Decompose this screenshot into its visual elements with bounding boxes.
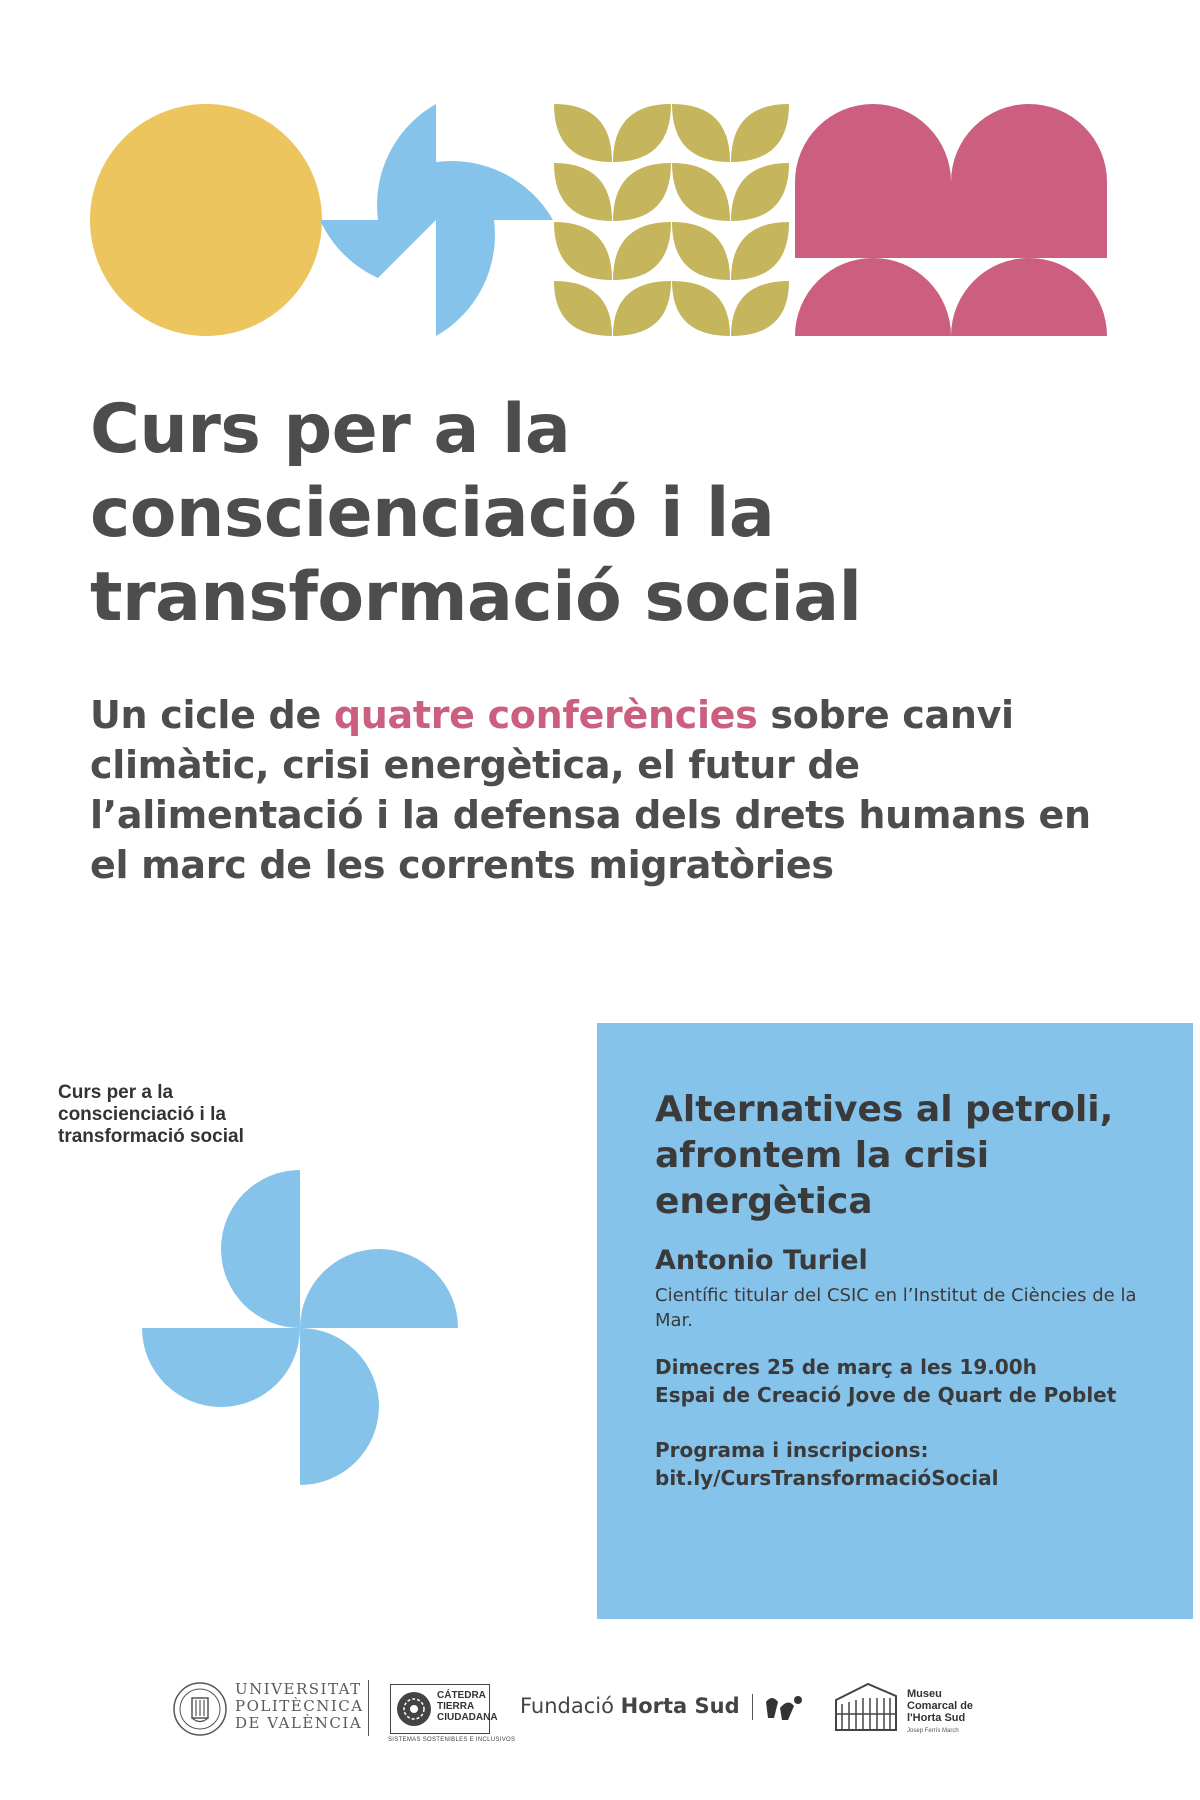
divider	[752, 1694, 753, 1720]
subtitle-part-2: sobre canvi climàtic, crisi energètica, el futur de l’alimentació i la defensa dels drets humans en el marc de les corrents migratòries	[90, 693, 1091, 887]
leaf-pattern	[554, 104, 789, 336]
fundacio-horta-sud	[520, 1694, 740, 1718]
headline-line-1: Curs per a la	[90, 390, 571, 469]
header-pattern	[0, 0, 1200, 360]
event-date: Dimecres 25 de març a les 19.00h	[655, 1355, 1037, 1379]
catedra-line-2: TIERRA	[437, 1701, 475, 1712]
mini-title-line-3: transformació social	[58, 1126, 244, 1147]
upv-line-2: POLITÈCNICA	[235, 1697, 364, 1715]
upv-line-3: DE VALÈNCIA	[235, 1714, 363, 1732]
museu-subtitle: Josep Ferrís March	[907, 1728, 959, 1734]
arch-pattern	[795, 104, 1107, 336]
museu-line-1: Museu	[907, 1688, 942, 1700]
registration	[655, 1436, 1185, 1492]
talk-title-line-2: afrontem la crisi	[655, 1135, 990, 1176]
catedra-logo	[390, 1684, 498, 1734]
speaker-name: Antonio Turiel	[655, 1245, 868, 1276]
subtitle	[90, 690, 1140, 890]
upv-logo-text	[235, 1681, 364, 1732]
museu-line-2: Comarcal de	[907, 1700, 974, 1712]
talk-title-line-3: energètica	[655, 1181, 873, 1222]
fundacio-mark-icon	[762, 1688, 806, 1726]
footer-logos	[0, 1660, 1200, 1760]
registration-link[interactable]: bit.ly/CursTransformacióSocial	[655, 1466, 999, 1490]
event-details	[655, 1353, 1185, 1409]
fundacio-bold: Horta Sud	[620, 1694, 740, 1718]
museu-logo-text	[907, 1688, 973, 1724]
large-pinwheel-shape	[120, 1150, 470, 1500]
talk-title	[655, 1087, 1175, 1225]
catedra-subtitle: SISTEMAS SOSTENIBLES E INCLUSIVOS	[388, 1737, 516, 1743]
headline-line-3: transformació social	[90, 558, 862, 637]
mini-title-line-1: Curs per a la	[58, 1082, 174, 1103]
talk-info-box	[597, 1023, 1193, 1619]
catedra-text	[437, 1690, 498, 1723]
subtitle-highlight: quatre conferències	[333, 693, 758, 737]
course-mini-title	[58, 1082, 358, 1148]
event-venue: Espai de Creació Jove de Quart de Poblet	[655, 1383, 1117, 1407]
fundacio-light: Fundació	[520, 1694, 621, 1718]
talk-title-line-1: Alternatives al petroli,	[655, 1089, 1114, 1130]
museu-building-icon	[832, 1678, 902, 1736]
pinwheel-shape	[320, 104, 553, 336]
subtitle-part-1: Un cicle de	[90, 693, 334, 737]
page-title	[90, 388, 1140, 640]
mini-title-line-2: conscienciació i la	[58, 1104, 226, 1125]
speaker-role: Científic titular del CSIC en l’Institut de Ciències de la Mar.	[655, 1285, 1137, 1331]
upv-line-1: UNIVERSITAT	[235, 1680, 362, 1698]
registration-label: Programa i inscripcions:	[655, 1438, 929, 1462]
catedra-line-3: CIUDADANA	[437, 1712, 498, 1723]
divider	[368, 1680, 369, 1736]
yellow-circle-shape	[90, 104, 322, 336]
upv-seal-icon	[172, 1681, 228, 1737]
catedra-logo-icon	[394, 1688, 434, 1730]
museu-line-3: l'Horta Sud	[907, 1712, 966, 1724]
catedra-line-1: CÁTEDRA	[437, 1690, 486, 1701]
headline-line-2: conscienciació i la	[90, 474, 775, 553]
